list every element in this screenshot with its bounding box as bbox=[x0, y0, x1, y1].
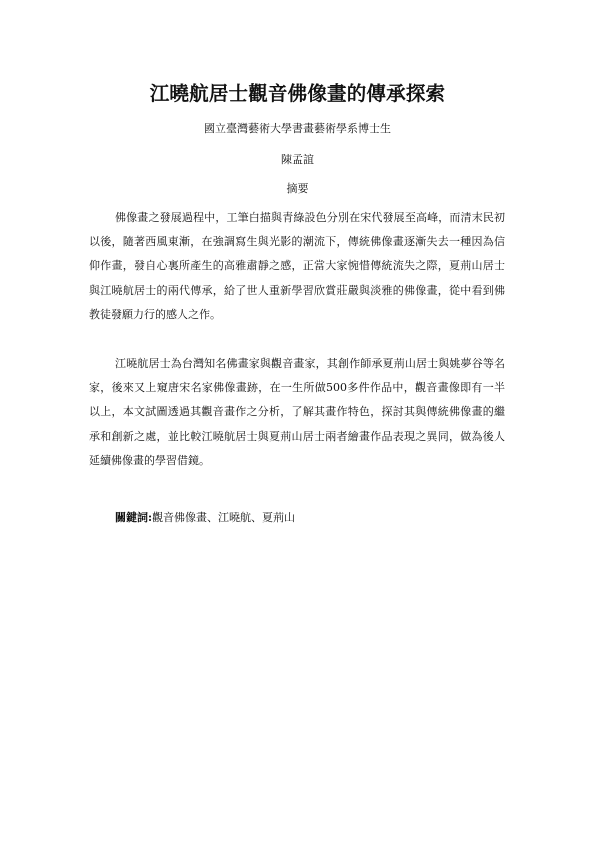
paragraph-text: 江曉航居士為台灣知名佛畫家與觀音畫家，其創作師承夏荊山居士與姚夢谷等名家，後來又上窺唐宋名家佛像畫跡，在一生所做500多件作品中，觀音畫像即有一半以上，本文試圖透過其觀音畫作之分析，了解其畫作特色，探討其與傳統佛像畫的繼承和創新之處，並比較江曉航居士與夏荊山居士兩者繪畫作品表現之異同，做為後人延續佛像畫的學習借鏡。 bbox=[89, 357, 505, 467]
keywords-label: 關鍵詞: bbox=[115, 511, 153, 524]
paragraph-text: 佛像畫之發展過程中，工筆白描與青綠設色分別在宋代發展至高峰，而清末民初以後，隨著西風東漸，在強調寫生與光影的潮流下，傳統佛像畫逐漸失去一種因為信仰作畫，發自心裏所產生的高雅肅靜之感，正當大家惋惜傳統流失之際，夏荊山居士與江曉航居士的兩代傳承，給了世人重新學習欣賞莊嚴與淡雅的佛像畫，從中看到佛教徒發願力行的感人之作。 bbox=[89, 211, 505, 321]
abstract-paragraph-2 bbox=[89, 352, 505, 473]
abstract-heading: 摘要 bbox=[286, 182, 309, 195]
keywords-line bbox=[115, 509, 295, 525]
author-affiliation: 國立臺灣藝術大學書畫藝術學系博士生 bbox=[204, 122, 391, 135]
paper-title: 江曉航居士觀音佛像畫的傳承探索 bbox=[149, 82, 446, 105]
keywords-text: 觀音佛像畫、江曉航、夏荊山 bbox=[152, 511, 296, 524]
author-name: 陳孟誼 bbox=[281, 153, 314, 166]
abstract-paragraph-1 bbox=[89, 206, 505, 327]
